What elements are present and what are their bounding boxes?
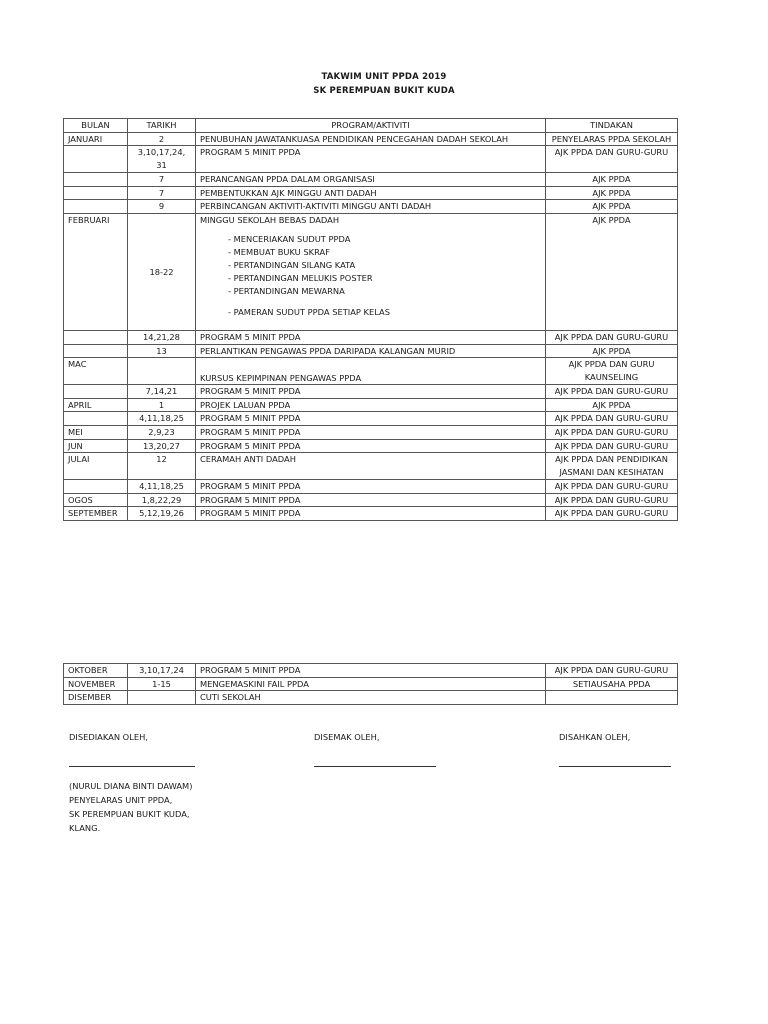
cell-program: PROGRAM 5 MINIT PPDA: [196, 507, 546, 521]
cell-tindakan: AJK PPDA: [546, 398, 678, 412]
cell-tindakan: PENYELARAS PPDA SEKOLAH: [546, 132, 678, 146]
table-row: [64, 412, 678, 426]
cell-bulan: JANUARI: [64, 132, 128, 146]
header-bulan: BULAN: [64, 119, 128, 133]
cell-program: PROGRAM 5 MINIT PPDA: [196, 425, 546, 439]
cell-tindakan: AJK PPDA: [546, 344, 678, 358]
sub-activity: - PERTANDINGAN MEWARNA: [228, 286, 345, 297]
table-row: [64, 200, 678, 214]
cell-tarikh: 3,10,17,24: [128, 664, 196, 678]
approved-by-label: DISAHKAN OLEH,: [559, 732, 631, 742]
prepared-by-label: DISEDIAKAN OLEH,: [69, 732, 148, 742]
header-tindakan: TINDAKAN: [546, 119, 678, 133]
cell-tarikh: 2,9,23: [128, 425, 196, 439]
cell-bulan: JUN: [64, 439, 128, 453]
preparer-school: SK PEREMPUAN BUKIT KUDA,: [69, 809, 190, 819]
preparer-town: KLANG.: [69, 823, 101, 833]
cell-tarikh: 4,11,18,25: [128, 480, 196, 494]
program-title: MINGGU SEKOLAH BEBAS DADAH: [200, 214, 340, 225]
cell-bulan: [64, 146, 128, 173]
cell-tarikh: 2: [128, 132, 196, 146]
cell-tindakan: AJK PPDA DAN GURU-GURU: [546, 480, 678, 494]
preparer-name: (NURUL DIANA BINTI DAWAM): [69, 781, 193, 791]
table-row: [64, 330, 678, 344]
cell-program: PROGRAM 5 MINIT PPDA: [196, 330, 546, 344]
cell-tindakan: [546, 691, 678, 705]
cell-tarikh: [128, 358, 196, 385]
cell-tarikh: [128, 691, 196, 705]
document-title: TAKWIM UNIT PPDA 2019: [321, 72, 447, 82]
cell-program: PEMBENTUKKAN AJK MINGGU ANTI DADAH: [196, 186, 546, 200]
preparer-position: PENYELARAS UNIT PPDA,: [69, 795, 173, 805]
cell-program: CUTI SEKOLAH: [196, 691, 546, 705]
cell-tindakan: AJK PPDA DAN PENDIDIKAN JASMANI DAN KESIHATAN: [546, 453, 678, 480]
table-row: [64, 132, 678, 146]
table-row: [64, 186, 678, 200]
document-heading: [0, 70, 768, 98]
approved-signature-line: [559, 766, 671, 767]
cell-tarikh: 9: [128, 200, 196, 214]
cell-bulan: MAC: [64, 358, 128, 385]
cell-program: PERBINCANGAN AKTIVITI-AKTIVITI MINGGU ANTI DADAH: [196, 200, 546, 214]
cell-program: KURSUS KEPIMPINAN PENGAWAS PPDA: [196, 358, 546, 385]
table-row: [64, 691, 678, 705]
table-row: [64, 358, 678, 385]
cell-bulan: [64, 385, 128, 399]
cell-tarikh: 18-22: [128, 213, 196, 330]
cell-tarikh: 4,11,18,25: [128, 412, 196, 426]
cell-tindakan: AJK PPDA DAN GURU KAUNSELING: [546, 358, 678, 385]
cell-program: MENGEMASKINI FAIL PPDA: [196, 677, 546, 691]
table-row: [64, 677, 678, 691]
checked-signature-line: [314, 766, 436, 767]
cell-program: PROGRAM 5 MINIT PPDA: [196, 385, 546, 399]
cell-tarikh: 5,12,19,26: [128, 507, 196, 521]
cell-tindakan: SETIAUSAHA PPDA: [546, 677, 678, 691]
calendar-table: [63, 118, 678, 521]
sub-activity: - MEMBUAT BUKU SKRAF: [228, 246, 330, 257]
cell-program: PROGRAM 5 MINIT PPDA: [196, 146, 546, 173]
cell-bulan: [64, 344, 128, 358]
cell-tindakan: AJK PPDA DAN GURU-GURU: [546, 330, 678, 344]
cell-program: PROGRAM 5 MINIT PPDA: [196, 493, 546, 507]
cell-tindakan: AJK PPDA DAN GURU-GURU: [546, 664, 678, 678]
cell-bulan: APRIL: [64, 398, 128, 412]
table-row: [64, 213, 678, 330]
cell-tindakan: AJK PPDA DAN GURU-GURU: [546, 425, 678, 439]
header-program: PROGRAM/AKTIVITI: [196, 119, 546, 133]
cell-tindakan: AJK PPDA DAN GURU-GURU: [546, 146, 678, 173]
table-row: [64, 507, 678, 521]
sub-activity: - PERTANDINGAN MELUKIS POSTER: [228, 273, 373, 284]
preparer-details: [69, 779, 192, 835]
cell-bulan: [64, 480, 128, 494]
table-row: [64, 398, 678, 412]
cell-tarikh: 1,8,22,29: [128, 493, 196, 507]
cell-bulan: [64, 412, 128, 426]
cell-bulan: OGOS: [64, 493, 128, 507]
calendar-table-continued: [63, 663, 678, 705]
cell-bulan: JULAI: [64, 453, 128, 480]
cell-tarikh: 13,20,27: [128, 439, 196, 453]
cell-tindakan: AJK PPDA DAN GURU-GURU: [546, 412, 678, 426]
table-row: [64, 480, 678, 494]
cell-bulan: FEBRUARI: [64, 213, 128, 330]
cell-program: PROGRAM 5 MINIT PPDA: [196, 480, 546, 494]
cell-bulan: [64, 330, 128, 344]
cell-tarikh: 14,21,28: [128, 330, 196, 344]
table-row: [64, 664, 678, 678]
header-tarikh: TARIKH: [128, 119, 196, 133]
sub-activity: - PAMERAN SUDUT PPDA SETIAP KELAS: [228, 306, 390, 317]
checked-by-label: DISEMAK OLEH,: [314, 732, 380, 742]
cell-tarikh: 13: [128, 344, 196, 358]
table-row: [64, 453, 678, 480]
sub-activity: - MENCERIAKAN SUDUT PPDA: [228, 233, 351, 244]
cell-bulan: [64, 200, 128, 214]
table-row: [64, 173, 678, 187]
table-row: [64, 344, 678, 358]
cell-program: PERANCANGAN PPDA DALAM ORGANISASI: [196, 173, 546, 187]
table-row: [64, 439, 678, 453]
cell-program: PENUBUHAN JAWATANKUASA PENDIDIKAN PENCEGAHAN DADAH SEKOLAH: [196, 132, 546, 146]
cell-bulan: SEPTEMBER: [64, 507, 128, 521]
cell-bulan: NOVEMBER: [64, 677, 128, 691]
cell-tarikh: 1-15: [128, 677, 196, 691]
cell-program: PROGRAM 5 MINIT PPDA: [196, 664, 546, 678]
cell-program: CERAMAH ANTI DADAH: [196, 453, 546, 480]
prepared-signature-line: [69, 766, 195, 767]
cell-program-group: [196, 213, 546, 330]
cell-bulan: [64, 173, 128, 187]
cell-tindakan: AJK PPDA: [546, 173, 678, 187]
cell-tarikh: 7: [128, 186, 196, 200]
table-row: [64, 425, 678, 439]
cell-tarikh: 12: [128, 453, 196, 480]
cell-tindakan: AJK PPDA DAN GURU-GURU: [546, 439, 678, 453]
table-row: [64, 493, 678, 507]
table-row: [64, 146, 678, 173]
table-header-row: [64, 119, 678, 133]
cell-tindakan: AJK PPDA DAN GURU-GURU: [546, 493, 678, 507]
cell-program: PROGRAM 5 MINIT PPDA: [196, 412, 546, 426]
cell-bulan: MEI: [64, 425, 128, 439]
cell-program: PROGRAM 5 MINIT PPDA: [196, 439, 546, 453]
table-row: [64, 385, 678, 399]
cell-bulan: OKTOBER: [64, 664, 128, 678]
cell-program: PROJEK LALUAN PPDA: [196, 398, 546, 412]
cell-tindakan: AJK PPDA: [546, 186, 678, 200]
cell-tarikh: 7,14,21: [128, 385, 196, 399]
cell-tindakan: AJK PPDA: [546, 200, 678, 214]
cell-bulan: [64, 186, 128, 200]
cell-tindakan: AJK PPDA: [546, 213, 678, 330]
document-subtitle: SK PEREMPUAN BUKIT KUDA: [313, 86, 455, 96]
cell-tarikh: 3,10,17,24, 31: [128, 146, 196, 173]
cell-tarikh: 7: [128, 173, 196, 187]
cell-program: PERLANTIKAN PENGAWAS PPDA DARIPADA KALANGAN MURID: [196, 344, 546, 358]
sub-activity: - PERTANDINGAN SILANG KATA: [228, 259, 356, 270]
cell-tindakan: AJK PPDA DAN GURU-GURU: [546, 385, 678, 399]
cell-tarikh: 1: [128, 398, 196, 412]
cell-tindakan: AJK PPDA DAN GURU-GURU: [546, 507, 678, 521]
cell-bulan: DISEMBER: [64, 691, 128, 705]
